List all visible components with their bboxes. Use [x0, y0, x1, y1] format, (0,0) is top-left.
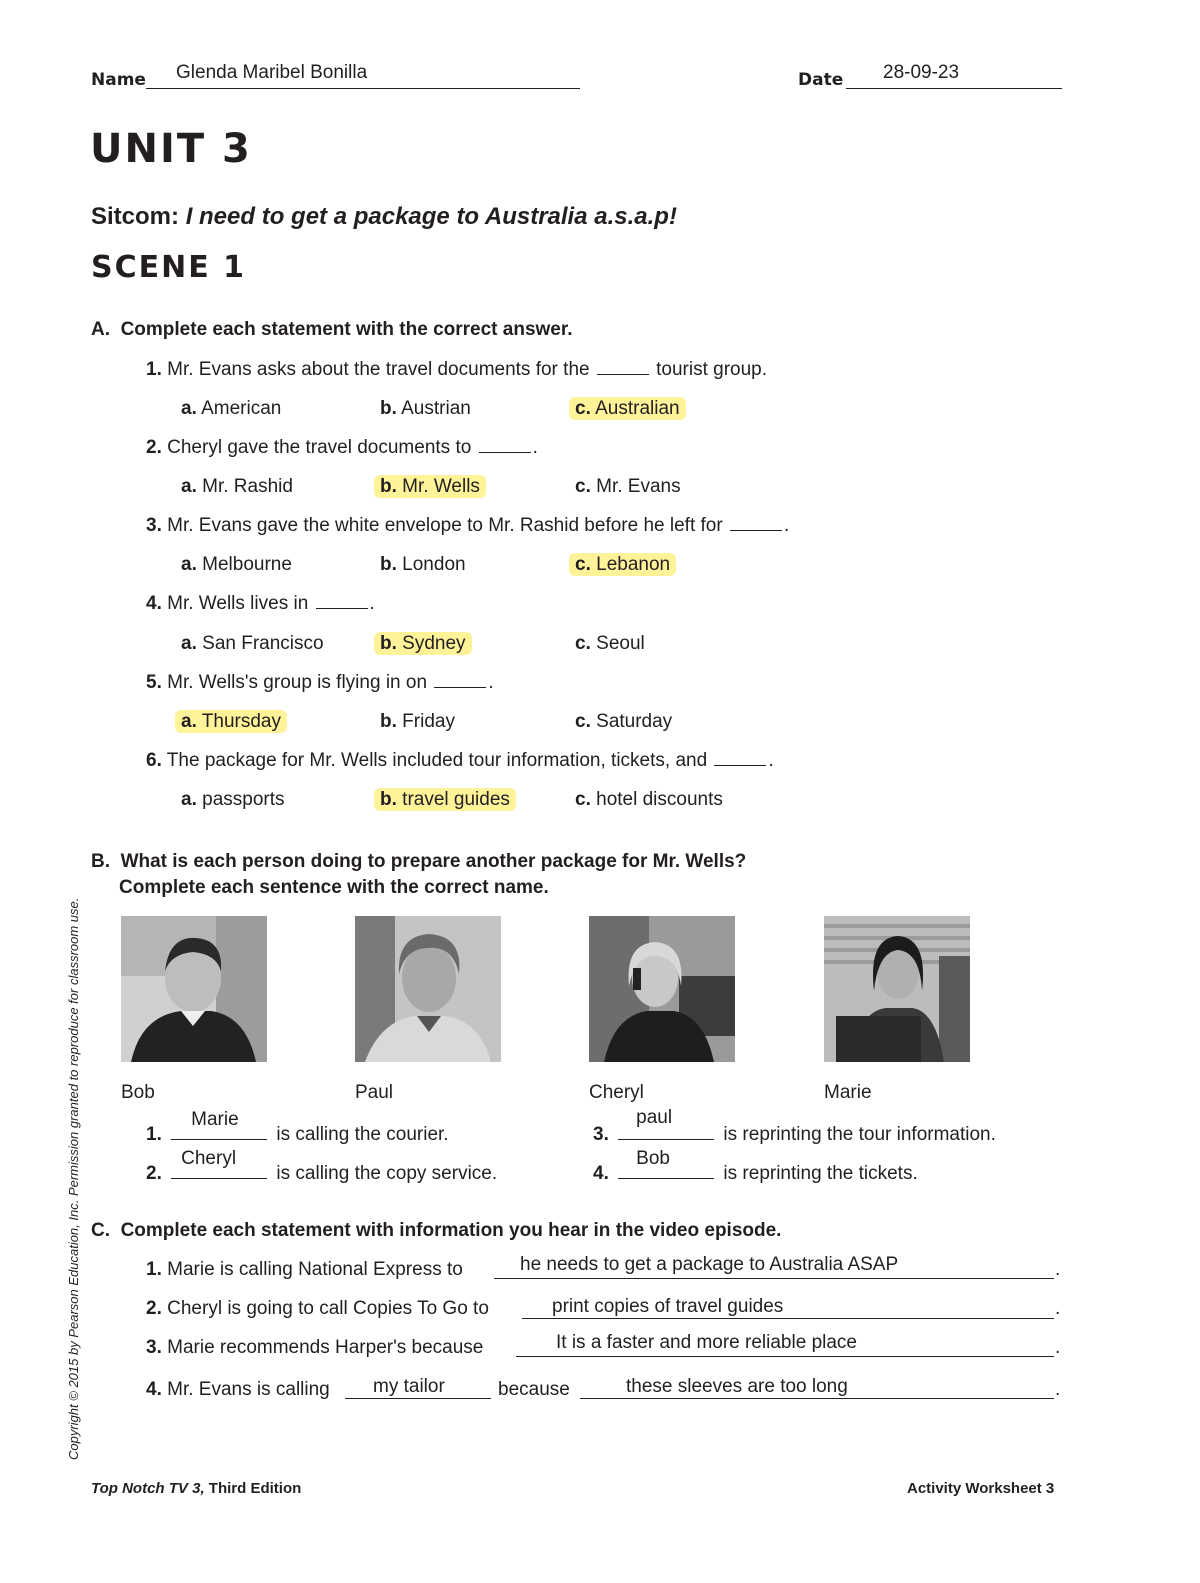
a-question-6-text: The package for Mr. Wells included tour information, tickets, and — [166, 750, 708, 771]
footer-book-title — [91, 1480, 301, 1497]
option-text: Mr. Rashid — [202, 476, 293, 497]
sitcom-label: Sitcom: — [91, 203, 180, 230]
a-question-1-post: tourist group. — [656, 359, 768, 380]
a-question-2-text: Cheryl gave the travel documents to — [167, 437, 472, 458]
a-question-3-num: 3. — [146, 515, 162, 536]
footer-book-italic: Top Notch TV 3, — [91, 1480, 205, 1497]
b-item-4-field[interactable] — [618, 1148, 714, 1179]
photo-paul — [355, 916, 501, 1062]
photo-cheryl — [589, 916, 735, 1062]
b-item-1-field[interactable] — [171, 1109, 267, 1140]
section-b-letter: B. — [91, 851, 110, 872]
b-item-2-num: 2. — [146, 1163, 162, 1184]
c-item-4-mid: because — [498, 1379, 570, 1400]
c-item-1-num: 1. — [146, 1259, 162, 1280]
a-question-6-option-b[interactable] — [380, 789, 516, 811]
option-letter: a. — [181, 476, 197, 497]
a-question-1-text: Mr. Evans asks about the travel documents for the — [167, 359, 590, 380]
a-question-3-option-a[interactable] — [181, 554, 292, 576]
option-letter: c. — [575, 554, 591, 575]
option-text: Australian — [595, 398, 680, 419]
a-question-3-option-c[interactable] — [575, 554, 676, 576]
c-item-3-answer: It is a faster and more reliable place — [556, 1332, 857, 1353]
option-letter: b. — [380, 633, 397, 654]
c-item-4-answer-2: these sleeves are too long — [626, 1376, 848, 1397]
option-letter: a. — [181, 711, 197, 732]
a-question-5-text: Mr. Wells's group is flying in on — [167, 672, 428, 693]
b-item-2-field[interactable] — [171, 1148, 267, 1179]
c-item-2-prompt — [146, 1298, 489, 1320]
scene-title: SCENE 1 — [91, 250, 247, 285]
sitcom-title: I need to get a package to Australia a.s.a.p! — [185, 203, 677, 230]
a-question-1-option-c[interactable] — [575, 398, 686, 420]
option-text: Mr. Evans — [596, 476, 681, 497]
option-text: Saturday — [596, 711, 673, 732]
option-text: Seoul — [596, 633, 645, 654]
a-question-3-post: . — [783, 515, 790, 536]
c-item-3-prompt — [146, 1337, 483, 1359]
option-letter: a. — [181, 554, 197, 575]
b-item-1-text: is calling the courier. — [276, 1124, 449, 1145]
b-item-2 — [146, 1148, 498, 1185]
b-item-4-text: is reprinting the tickets. — [723, 1163, 918, 1184]
section-c-heading — [91, 1220, 781, 1242]
photo-marie — [824, 916, 970, 1062]
a-question-1-option-a[interactable] — [181, 398, 281, 420]
a-question-6-num: 6. — [146, 750, 162, 771]
person-label-bob: Bob — [121, 1082, 155, 1103]
b-item-3 — [593, 1107, 996, 1146]
option-letter: b. — [380, 711, 397, 732]
a-question-2-option-c[interactable] — [575, 476, 681, 498]
option-letter: b. — [380, 476, 397, 497]
a-question-2-blank — [479, 451, 531, 453]
c-item-2-pre: Cheryl is going to call Copies To Go to — [167, 1298, 489, 1319]
footer-book-edition: Third Edition — [208, 1480, 302, 1497]
option-letter: a. — [181, 633, 197, 654]
name-line — [146, 88, 580, 89]
option-text: Lebanon — [596, 554, 671, 575]
a-question-6-option-a[interactable] — [181, 789, 285, 811]
c-item-1-pre: Marie is calling National Express to — [167, 1259, 463, 1280]
section-a-text: Complete each statement with the correct answer. — [120, 319, 573, 340]
b-item-4 — [593, 1148, 918, 1185]
option-text: Friday — [402, 711, 455, 732]
b-item-1-answer: Marie — [191, 1109, 239, 1130]
c-item-3-period: . — [1055, 1337, 1061, 1358]
a-question-5-option-a[interactable] — [181, 711, 287, 733]
b-item-1 — [146, 1109, 449, 1146]
b-item-4-answer: Bob — [636, 1148, 670, 1169]
b-item-1-num: 1. — [146, 1124, 162, 1145]
b-item-2-answer: Cheryl — [181, 1148, 237, 1169]
a-question-5-option-b[interactable] — [380, 711, 455, 733]
footer-worksheet: Activity Worksheet 3 — [907, 1480, 1055, 1497]
a-question-6 — [146, 750, 774, 772]
a-question-2-option-b[interactable] — [380, 476, 486, 498]
copyright-notice: Copyright © 2015 by Pearson Education, Inc. Permission granted to reproduce for classroom use. — [66, 897, 81, 1460]
a-question-4-post: . — [369, 593, 375, 614]
a-question-2-option-a[interactable] — [181, 476, 293, 498]
section-a-heading — [91, 319, 572, 341]
section-a-letter: A. — [91, 319, 110, 340]
option-letter: b. — [380, 554, 397, 575]
option-text: London — [402, 554, 466, 575]
a-question-4-option-c[interactable] — [575, 633, 645, 655]
c-item-2-field[interactable] — [522, 1318, 1054, 1319]
option-text: hotel discounts — [596, 789, 723, 810]
option-letter: b. — [380, 398, 397, 419]
option-letter: c. — [575, 633, 591, 654]
c-item-1-prompt — [146, 1259, 463, 1281]
a-question-5-post: . — [488, 672, 494, 693]
a-question-4-option-a[interactable] — [181, 633, 324, 655]
option-letter: c. — [575, 789, 591, 810]
c-item-2-num: 2. — [146, 1298, 162, 1319]
person-label-cheryl: Cheryl — [589, 1082, 644, 1103]
c-item-1-period: . — [1055, 1259, 1061, 1280]
option-text: Austrian — [401, 398, 471, 419]
a-question-1-blank — [597, 373, 649, 375]
option-text: Thursday — [201, 711, 281, 732]
name-field[interactable]: Glenda Maribel Bonilla — [176, 62, 368, 83]
c-item-4-field-2[interactable] — [580, 1398, 1054, 1399]
section-b-text-2: Complete each sentence with the correct name. — [119, 877, 549, 898]
a-question-6-post: . — [768, 750, 774, 771]
b-item-2-text: is calling the copy service. — [276, 1163, 498, 1184]
a-question-5-blank — [434, 686, 486, 688]
a-question-6-blank — [714, 764, 766, 766]
option-letter: c. — [575, 476, 591, 497]
a-question-6-option-c[interactable] — [575, 789, 723, 811]
a-question-4-blank — [316, 607, 368, 609]
date-line — [846, 88, 1062, 89]
person-label-paul: Paul — [355, 1082, 394, 1103]
c-item-3-pre: Marie recommends Harper's because — [167, 1337, 484, 1358]
b-item-3-text: is reprinting the tour information. — [723, 1124, 996, 1145]
c-item-4-num: 4. — [146, 1379, 162, 1400]
sitcom-heading — [91, 203, 677, 231]
c-item-4-prompt — [146, 1379, 330, 1401]
section-c-text: Complete each statement with information you hear in the video episode. — [120, 1220, 782, 1241]
section-b-text-1: What is each person doing to prepare another package for Mr. Wells? — [120, 851, 747, 872]
c-item-2-answer: print copies of travel guides — [552, 1296, 784, 1317]
a-question-2-num: 2. — [146, 437, 162, 458]
option-letter: a. — [181, 789, 197, 810]
c-item-4-pre: Mr. Evans is calling — [167, 1379, 330, 1400]
a-question-4-num: 4. — [146, 593, 162, 614]
option-letter: c. — [575, 711, 591, 732]
photo-bob — [121, 916, 267, 1062]
a-question-4-option-b[interactable] — [380, 633, 472, 655]
a-question-4 — [146, 593, 375, 615]
option-text: Sydney — [402, 633, 466, 654]
option-text: travel guides — [402, 789, 510, 810]
section-c-letter: C. — [91, 1220, 110, 1241]
a-question-4-text: Mr. Wells lives in — [167, 593, 309, 614]
option-letter: b. — [380, 789, 397, 810]
c-item-4-field-1[interactable] — [345, 1398, 491, 1399]
option-text: American — [201, 398, 282, 419]
a-question-3-blank — [730, 529, 782, 531]
option-letter: c. — [575, 398, 591, 419]
section-b-heading — [91, 849, 746, 901]
a-question-1-option-b[interactable] — [380, 398, 471, 420]
c-item-2-period: . — [1055, 1298, 1061, 1319]
person-label-marie: Marie — [824, 1082, 872, 1103]
a-question-3-text: Mr. Evans gave the white envelope to Mr. Rashid before he left for — [167, 515, 723, 536]
a-question-5 — [146, 672, 494, 694]
a-question-1 — [146, 359, 767, 381]
option-text: passports — [202, 789, 285, 810]
date-label: Date — [798, 70, 844, 90]
b-item-4-num: 4. — [593, 1163, 609, 1184]
option-text: Melbourne — [202, 554, 292, 575]
c-item-3-field[interactable] — [516, 1356, 1054, 1357]
unit-title: UNIT 3 — [90, 126, 252, 172]
option-text: San Francisco — [202, 633, 324, 654]
c-item-1-field[interactable] — [494, 1278, 1054, 1279]
b-item-3-answer: paul — [636, 1107, 673, 1128]
a-question-5-option-c[interactable] — [575, 711, 672, 733]
option-text: Mr. Wells — [402, 476, 480, 497]
b-item-3-field[interactable] — [618, 1107, 714, 1140]
a-question-3-option-b[interactable] — [380, 554, 466, 576]
option-letter: a. — [181, 398, 197, 419]
a-question-5-num: 5. — [146, 672, 162, 693]
a-question-1-num: 1. — [146, 359, 162, 380]
c-item-4-period: . — [1055, 1379, 1061, 1400]
b-item-3-num: 3. — [593, 1124, 609, 1145]
c-item-1-answer: he needs to get a package to Australia ASAP — [520, 1254, 899, 1275]
c-item-4-answer-1: my tailor — [373, 1376, 445, 1397]
name-label: Name — [91, 70, 146, 90]
date-field[interactable]: 28-09-23 — [883, 62, 960, 83]
a-question-2-post: . — [532, 437, 538, 458]
c-item-3-num: 3. — [146, 1337, 162, 1358]
a-question-3 — [146, 515, 789, 537]
a-question-2 — [146, 437, 538, 459]
